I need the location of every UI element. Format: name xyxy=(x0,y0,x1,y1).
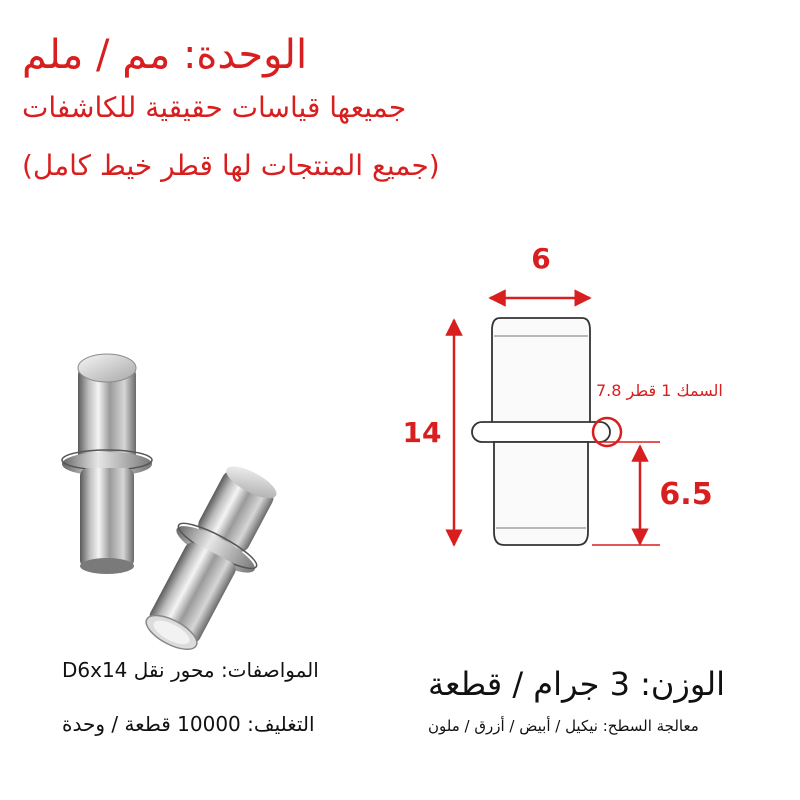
pin-photo-tilted xyxy=(127,453,295,664)
weight-line: الوزن: 3 جرام / قطعة xyxy=(428,665,726,703)
pin-photo-upright xyxy=(62,354,152,574)
measurement-note: جميعها قياسات حقيقية للكاشفات xyxy=(22,91,407,124)
surface-finish-line: معالجة السطح: نيكيل / أبيض / أزرق / ملون xyxy=(428,717,699,735)
height-label: 14 xyxy=(402,416,442,449)
width-label: 6 xyxy=(531,242,551,275)
ring-note: السمك 1 قطر 7.8 xyxy=(596,381,723,400)
lower-length-label: 6.5 xyxy=(659,477,713,512)
pin-technical-drawing xyxy=(472,318,610,545)
unit-heading: الوحدة: مم / ملم xyxy=(22,32,308,78)
thread-note: (جميع المنتجات لها قطر خيط كامل) xyxy=(22,149,440,182)
spec-line: المواصفات: محور نقل D6x14 xyxy=(62,658,319,682)
packaging-line: التغليف: 10000 قطعة / وحدة xyxy=(62,712,315,736)
